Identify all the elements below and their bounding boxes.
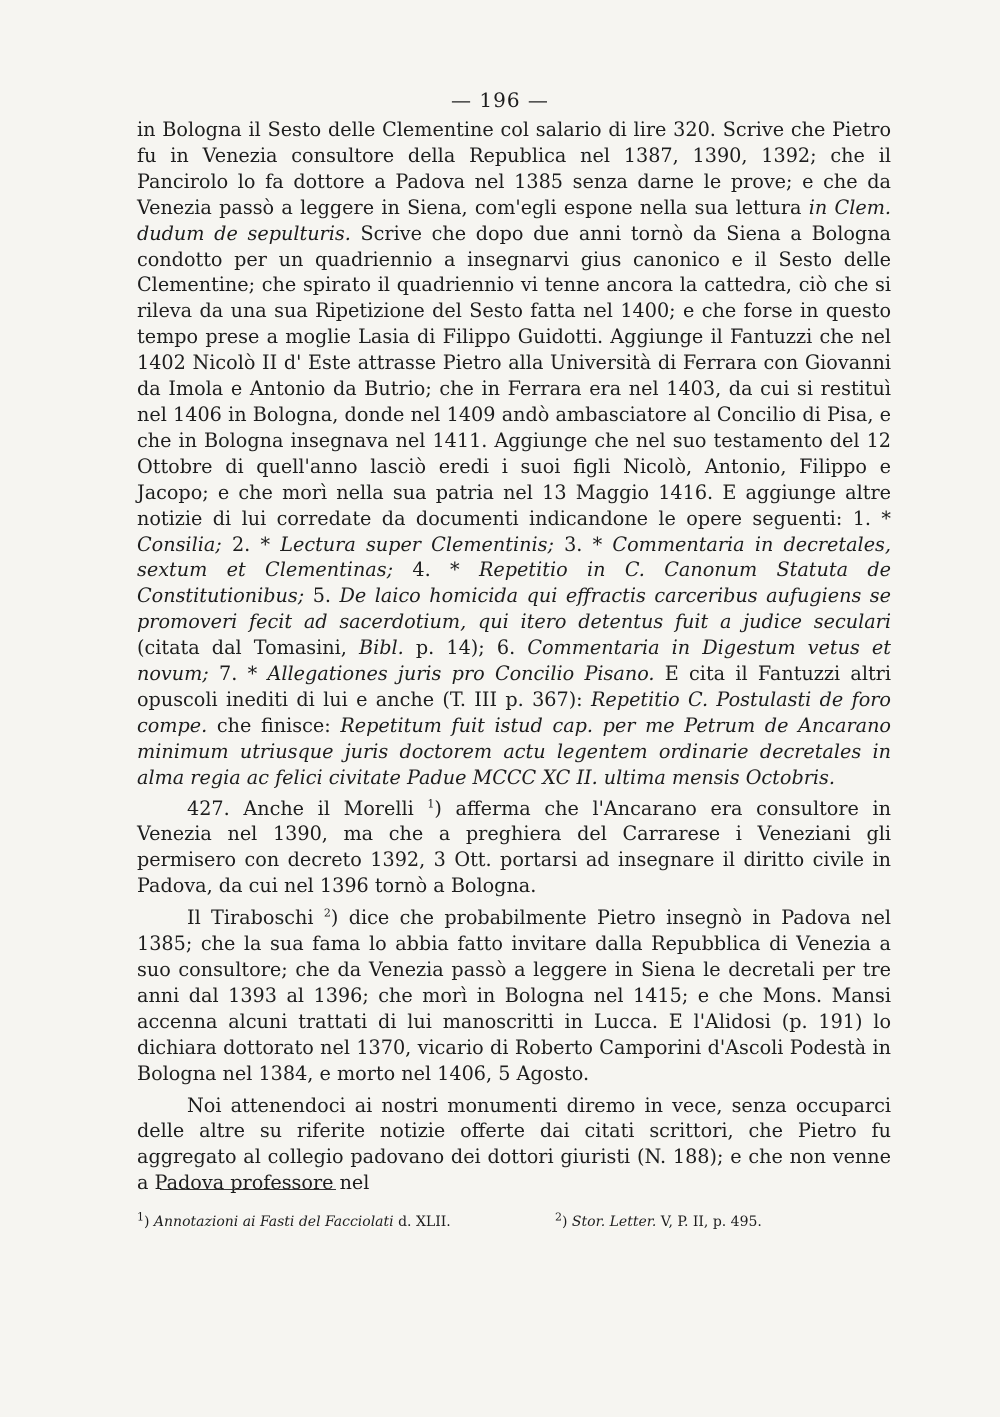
paragraph: [137, 117, 891, 791]
footnote: [555, 1212, 895, 1232]
footnote-divider: [160, 1189, 336, 1190]
italic-text: in Clem. dudum de sepulturis.: [137, 195, 891, 245]
footnote-ref: 1: [427, 797, 435, 811]
text-run: 2. *: [221, 532, 281, 556]
text-run: 4. *: [393, 558, 479, 582]
paragraph: [137, 1093, 891, 1197]
italic-text: Consilia;: [137, 532, 222, 556]
footnote-mark: 2: [555, 1210, 562, 1224]
text-run: in Bologna il Sesto delle Clementine col salario di lire 320. Scrive che Pietro fu in Venezia consultore della Republica nel 1387, 1390, 1392; che il Pancirolo lo fa dottore a Padova nel 1385 senza darne le prove; e che da Venezia passò a leggere in Siena, com'egli espone nella sua lettura: [137, 118, 891, 219]
text-run: ) afferma che l'Ancarano era consultore in Venezia nel 1390, ma che a preghiera del Carrarese i Veneziani gli permisero con decreto 1392, 3 Ott. portarsi ad insegnare il diritto civile in Padova, da cui nel 1396 tornò a Bologna.: [137, 796, 892, 898]
text-run: 7. *: [208, 662, 268, 686]
text-run: Scrive che dopo due anni tornò da Siena a Bologna condotto per un quadriennio a insegnarvi gius canonico e il Sesto delle Clementine; che spirato il quadriennio vi tenne ancora la cattedra, ciò che si rileva da una sua Ripetizione del Sesto fatta nel 1400; e che forse in questo tempo prese a moglie Lasia di Filippo Guidotti. Aggiunge il Fantuzzi che nel 1402 Nicolò II d' Este attrasse Pietro alla Università di Ferrara con Giovanni da Imola e Antonio da Butrio; che in Ferrara era nel 1403, da cui si restituì nel 1406 in Bologna, donde nel 1409 andò ambasciatore al Concilio di Pisa, e che in Bologna insegnava nel 1411. Aggiunge che nel suo testamento del 12 Ottobre di quell'anno lasciò eredi i suoi figli Nicolò, Antonio, Filippo e Jacopo; e che morì nella sua patria nel 13 Maggio 1416. E aggiunge altre notizie di lui corredate da documenti indicandone le opere seguenti: 1. *: [137, 221, 891, 530]
footnote: [137, 1212, 517, 1232]
text-run: d. XLII.: [393, 1214, 451, 1230]
italic-text: Annotazioni ai Fasti del Facciolati: [153, 1214, 394, 1230]
footnote-text: [572, 1214, 762, 1230]
footnote-text: [154, 1214, 451, 1230]
paragraph: [137, 905, 891, 1086]
text-run: p. 14); 6.: [403, 636, 528, 660]
text-run: Noi attenendoci ai nostri monumenti diremo in vece, senza occuparci delle altre su riferite notizie offerte dai citati scrittori, che Pietro fu aggregato al collegio padovano dei dottori giuristi (N. 188); e che non venne a Padova professore nel: [137, 1093, 891, 1195]
footnote-ref: 2: [323, 906, 331, 920]
text-run: E cita il Fantuzzi altri opuscoli inediti di lui e anche (T. III p. 367):: [137, 662, 891, 711]
italic-text: Commentaria in Digestum vetus et novum;: [137, 636, 891, 686]
italic-text: Repetitum fuit istud cap. per me Petrum de Ancarano minimum utriusque juris doctorem actu legentem ordinarie decretales in alma regia ac felici civitate Padue MCCC XC II. ultima mensis Octobris.: [137, 713, 891, 789]
italic-text: Repetitio C. Postulasti de foro compe.: [137, 687, 891, 737]
text-run: ) dice che probabilmente Pietro insegnò in Padova nel 1385; che la sua fama lo abbia fatto invitare dalla Repubblica di Venezia a suo consultore; che da Venezia passò a leggere in Siena le decretali per tre anni dal 1393 al 1396; che morì in Bologna nel 1415; e che Mons. Mansi accenna alcuni trattati di lui manoscritti in Lucca. E l'Alidosi (p. 191) lo dichiara dottorato nel 1370, vicario di Roberto Camporini d'Ascoli Podestà in Bologna nel 1384, e morto nel 1406, 5 Agosto.: [137, 906, 891, 1085]
italic-text: Allegationes juris pro Concilio Pisano.: [267, 662, 655, 686]
footnote-mark: 1: [137, 1210, 144, 1224]
italic-text: Lectura super Clementinis;: [280, 532, 554, 556]
paragraph: [137, 796, 891, 900]
italic-text: Stor. Letter.: [571, 1214, 657, 1230]
footnote-close-paren: ): [144, 1214, 154, 1230]
text-run: che finisce:: [207, 713, 341, 737]
text-run: (citata dal Tomasini,: [137, 636, 359, 660]
italic-text: Bibl.: [358, 636, 404, 660]
body-text: [137, 117, 891, 1196]
italic-text: De laico homicida qui effractis carceribus aufugiens se promoveri fecit ad sacerdotium, qui itero detentus fuit a judice seculari: [137, 584, 891, 634]
text-run: 5.: [304, 584, 340, 608]
text-run: Il Tiraboschi: [187, 906, 324, 930]
footnote-close-paren: ): [562, 1214, 572, 1230]
text-run: 427. Anche il Morelli: [187, 796, 428, 820]
text-run: V, P. II, p. 495.: [656, 1214, 762, 1230]
text-run: 3. *: [553, 532, 613, 556]
italic-text: Commentaria in decretales, sextum et Clementinas;: [137, 532, 891, 582]
page-number: — 196 —: [451, 88, 549, 112]
italic-text: Repetitio in C. Canonum Statuta de Constitutionibus;: [137, 558, 891, 608]
